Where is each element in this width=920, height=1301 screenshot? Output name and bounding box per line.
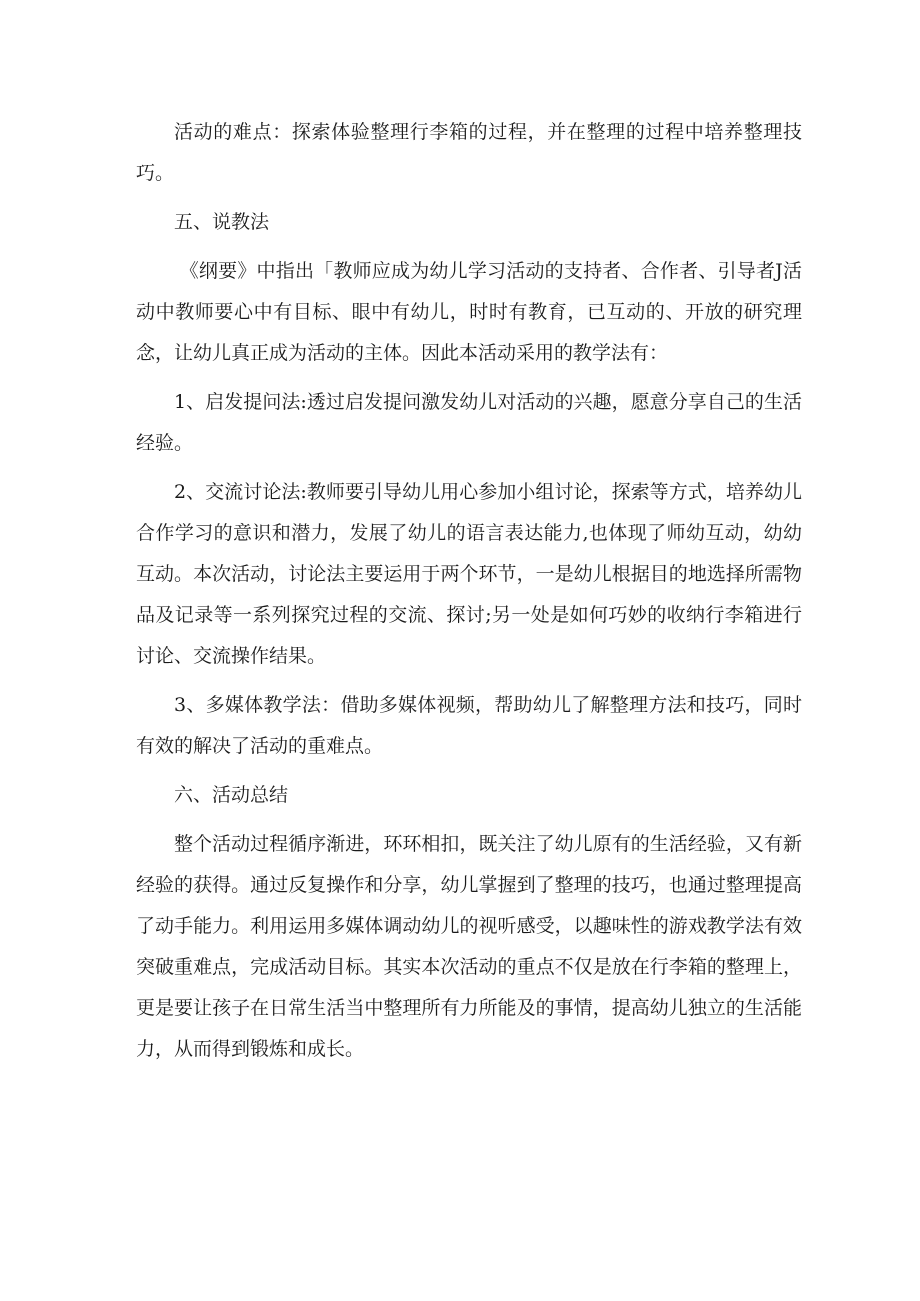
outline-quote-paragraph: 《纲要》中指出「教师应成为幼儿学习活动的支持者、合作者、引导者J活动中教师要心中有目标、眼中有幼儿，时时有教育，已互动的、开放的研究理念，让幼儿真正成为活动的主体。因此本活动采用的教学法有： bbox=[136, 260, 802, 364]
method-discussion-paragraph: 2、交流讨论法:教师要引导幼儿用心参加小组讨论，探索等方式，培养幼儿合作学习的意识和潜力，发展了幼儿的语言表达能力,也体现了师幼互动，幼幼互动。本次活动，讨论法主要运用于两个环节，一是幼儿根据目的地选择所需物品及记录等一系列探究过程的交流、探讨;另一处是如何巧妙的收纳行李箱进行讨论、交流操作结果。 bbox=[136, 481, 802, 667]
activity-difficulty-paragraph: 活动的难点：探索体验整理行李箱的过程，并在整理的过程中培养整理技巧。 bbox=[136, 121, 802, 184]
method-multimedia-paragraph: 3、多媒体教学法：借助多媒体视频，帮助幼儿了解整理方法和技巧，同时有效的解决了活动的重难点。 bbox=[136, 694, 802, 757]
method-inspiring-questions-paragraph: 1、启发提问法:透过启发提问激发幼儿对活动的兴趣，愿意分享自己的生活经验。 bbox=[136, 391, 802, 454]
section-heading-teaching-methods: 五、说教法 bbox=[174, 211, 270, 233]
document-body bbox=[136, 112, 802, 1078]
activity-summary-paragraph: 整个活动过程循序渐进，环环相扣，既关注了幼儿原有的生活经验，又有新经验的获得。通过反复操作和分享，幼儿掌握到了整理的技巧，也通过整理提高了动手能力。利用运用多媒体调动幼儿的视听感受，以趣味性的游戏教学法有效突破重难点，完成活动目标。其实本次活动的重点不仅是放在行李箱的整理上，更是要让孩子在日常生活当中整理所有力所能及的事情，提高幼儿独立的生活能力，从而得到锻炼和成长。 bbox=[136, 833, 802, 1060]
section-heading-activity-summary: 六、活动总结 bbox=[174, 784, 289, 806]
